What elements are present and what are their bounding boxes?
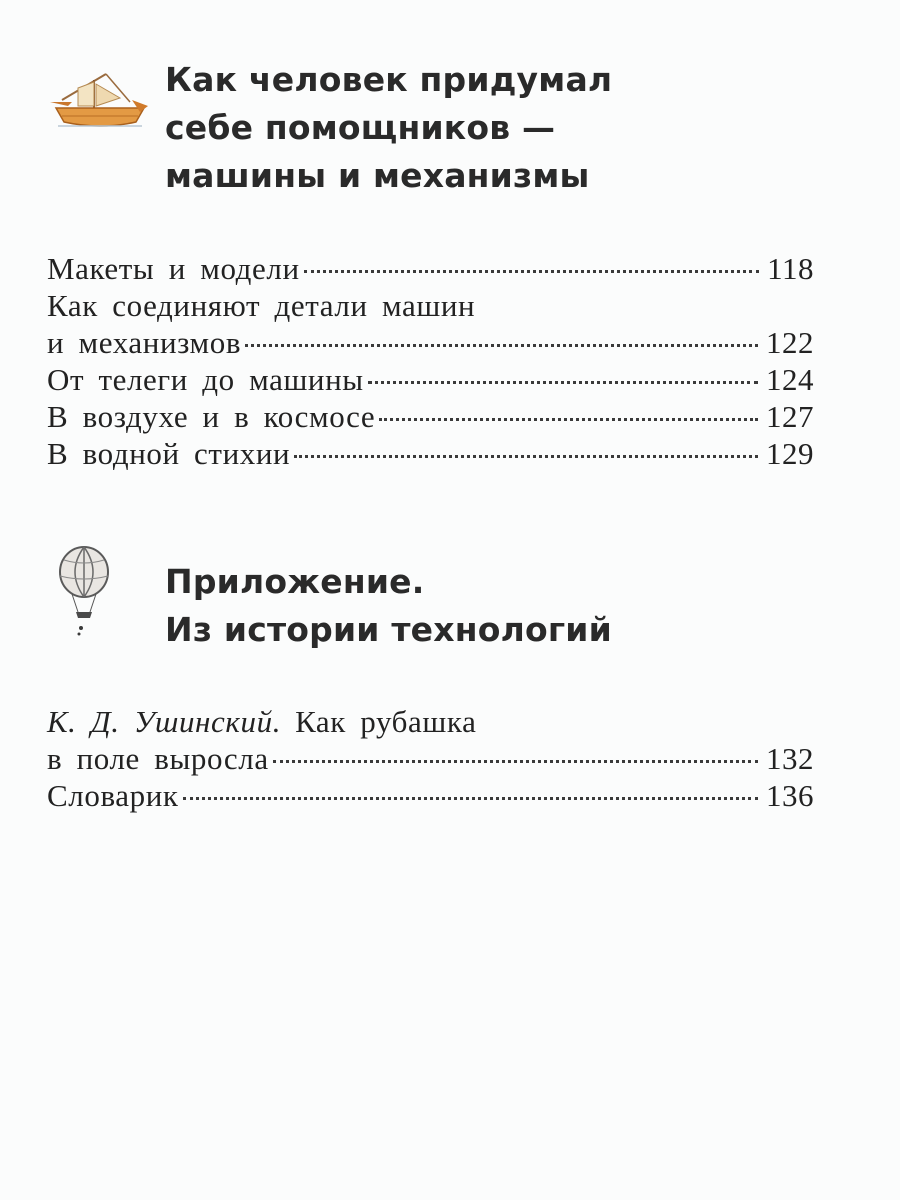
toc-leader-dots [368,381,758,384]
toc-entry[interactable] [47,435,814,472]
toc-entry-title: В водной стихии [47,436,291,471]
section-title-line: себе помощников — [165,108,556,147]
toc-page-number: 132 [766,741,814,776]
toc-leader-dots [273,760,758,763]
toc-entry-author: К. Д. Ушинский. [47,704,282,739]
toc-entry[interactable] [47,398,814,435]
toc-entry-line [47,777,814,814]
toc-leader-dots [183,797,758,800]
toc-leader-dots [379,418,758,421]
toc-page-number: 122 [766,325,814,360]
toc-entry-line [47,361,814,398]
toc-list [47,703,814,814]
toc-entry-title: Как рубашка [295,704,477,739]
toc-page-number: 124 [766,362,814,397]
toc-page-number: 136 [766,778,814,813]
toc-entry-title: в поле выросла [47,741,269,776]
toc-entry-line [47,250,814,287]
toc-entry-line [47,398,814,435]
toc-entry-line [47,740,814,777]
toc-entry[interactable] [47,703,814,777]
section-title-line: машины и механизмы [165,156,590,195]
sailing-ship-icon [48,72,150,134]
toc-entry-line [47,435,814,472]
toc-page-number: 127 [766,399,814,434]
toc-entry-title: Макеты и модели [47,251,300,286]
section-title [165,56,612,200]
toc-entry[interactable] [47,250,814,287]
toc-entry-title: Как соединяют детали машин [47,288,476,323]
section-title-line: Как человек придумал [165,60,613,99]
section-title [165,558,612,654]
toc-entry-line [47,703,814,740]
toc-entry-title: Словарик [47,778,179,813]
toc-entry[interactable] [47,361,814,398]
toc-leader-dots [245,344,758,347]
section-title-line: Приложение. [165,562,425,601]
toc-leader-dots [304,270,759,273]
toc-entry-line [47,287,814,324]
toc-entry-line [47,324,814,361]
toc-entry-title: От телеги до машины [47,362,364,397]
toc-page-number: 118 [767,251,814,286]
section-title-line: Из истории технологий [165,610,612,649]
hot-air-balloon-icon [54,546,114,640]
toc-list [47,250,814,472]
toc-entry-title: и механизмов [47,325,242,360]
toc-entry[interactable] [47,777,814,814]
toc-leader-dots [294,455,758,458]
toc-entry-title: В воздухе и в космосе [47,399,376,434]
toc-entry[interactable] [47,287,814,361]
toc-page-number: 129 [766,436,814,471]
